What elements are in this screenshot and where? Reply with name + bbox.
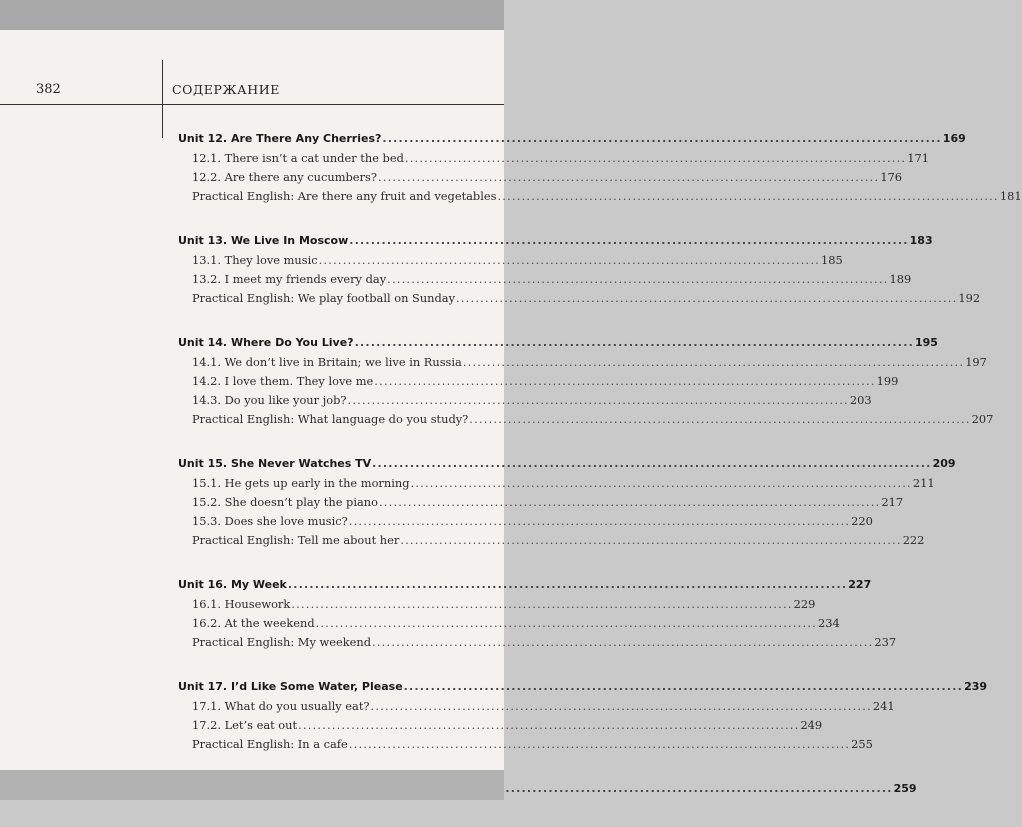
toc-entry[interactable]	[178, 718, 823, 737]
toc-unit-heading-page: 239	[964, 680, 988, 693]
toc-entry-page: 241	[872, 699, 895, 713]
toc-entry[interactable]	[178, 597, 816, 616]
toc-entry[interactable]	[178, 374, 899, 393]
toc-entry[interactable]	[178, 514, 873, 533]
toc-entry[interactable]	[178, 253, 843, 272]
dot-leader	[469, 412, 970, 426]
toc-entry-page: 176	[880, 170, 903, 184]
toc-entry-title: 13.1. They love music	[192, 253, 318, 267]
dot-leader	[371, 699, 872, 713]
toc-unit	[178, 234, 981, 310]
toc-unit-heading-page: 183	[909, 234, 933, 247]
book-page	[0, 30, 1022, 795]
toc-entry-title: 12.2. Are there any cucumbers?	[192, 170, 377, 184]
dot-leader	[349, 737, 850, 751]
toc-unit-heading-title: Unit 15. She Never Watches TV	[178, 457, 372, 470]
toc-unit-heading[interactable]	[178, 680, 988, 699]
toc-entry-page: 211	[912, 476, 935, 490]
toc-entry-page: 203	[849, 393, 872, 407]
toc-entry[interactable]	[178, 291, 981, 310]
toc-entry-title: 12.1. There isn’t a cat under the bed	[192, 151, 404, 165]
dot-leader	[298, 718, 799, 732]
toc-entry[interactable]	[178, 699, 895, 718]
toc-unit-heading[interactable]	[178, 234, 933, 253]
toc-entry[interactable]	[178, 189, 1022, 208]
dot-leader	[355, 336, 914, 349]
dot-leader	[379, 495, 880, 509]
toc-unit-heading-title: Unit 14. Where Do You Live?	[178, 336, 354, 349]
toc-entry-title: 13.2. I meet my friends every day	[192, 272, 387, 286]
toc-entry-title: Practical English: My weekend	[192, 635, 372, 649]
toc-entry[interactable]	[178, 355, 987, 374]
toc-entry-title: 16.2. At the weekend	[192, 616, 315, 630]
toc-entry[interactable]	[178, 412, 994, 431]
toc-entry[interactable]	[178, 533, 925, 552]
toc-entry-page: 189	[889, 272, 912, 286]
toc-unit-heading-page: 209	[932, 457, 956, 470]
toc-unit	[178, 578, 897, 654]
toc-entry-title: Practical English: What language do you study?	[192, 412, 469, 426]
toc-entry[interactable]	[178, 737, 873, 756]
dot-leader	[400, 533, 901, 547]
toc-entry-page: 237	[874, 635, 897, 649]
dot-leader	[378, 170, 879, 184]
page-number: 382	[36, 82, 61, 97]
toc-entry-title: Practical English: Are there any fruit and vegetables	[192, 189, 497, 203]
toc-entry-page: 171	[907, 151, 929, 165]
table-of-contents	[178, 132, 1022, 827]
toc-entry[interactable]	[178, 393, 872, 412]
dot-leader	[404, 680, 963, 693]
toc-unit-heading-title: Unit 12. Are There Any Cherries?	[178, 132, 382, 145]
dot-leader	[349, 234, 908, 247]
toc-entry-page: 192	[958, 291, 981, 305]
dot-leader	[387, 272, 888, 286]
toc-entry-page: 207	[971, 412, 994, 426]
toc-entry-title: Practical English: We play football on Sunday	[192, 291, 456, 305]
toc-entry[interactable]	[178, 495, 904, 514]
toc-entry[interactable]	[178, 616, 840, 635]
toc-entry-page: 217	[881, 495, 904, 509]
toc-unit	[178, 132, 1022, 208]
dot-leader	[316, 616, 817, 630]
toc-unit-heading[interactable]	[178, 578, 872, 597]
toc-unit-heading-page: 195	[914, 336, 938, 349]
toc-unit-heading[interactable]	[178, 457, 956, 476]
dot-leader	[405, 151, 906, 165]
toc-entry-page: 220	[851, 514, 873, 528]
toc-entry-page: 197	[965, 355, 987, 369]
toc-entry-page: 249	[800, 718, 823, 732]
toc-entry[interactable]	[178, 635, 897, 654]
dot-leader	[497, 189, 998, 203]
toc-entry-page: 199	[876, 374, 899, 388]
dot-leader	[411, 476, 912, 490]
dot-leader	[372, 635, 873, 649]
toc-unit-heading[interactable]	[178, 336, 938, 355]
toc-entry-title: 16.1. Housework	[192, 597, 291, 611]
dot-leader	[374, 374, 875, 388]
toc-entry-title: 14.2. I love them. They love me	[192, 374, 374, 388]
toc-entry[interactable]	[178, 476, 935, 495]
dot-leader	[291, 597, 792, 611]
dot-leader	[372, 457, 931, 470]
toc-entry-page: 255	[851, 737, 873, 751]
dot-leader	[288, 578, 847, 591]
toc-entry-page: 185	[821, 253, 843, 267]
toc-unit-heading-title: Unit 13. We Live In Moscow	[178, 234, 349, 247]
toc-unit-heading-title: Unit 16. My Week	[178, 578, 287, 591]
toc-entry-title: Practical English: In a cafe	[192, 737, 348, 751]
toc-entry-page: 181	[999, 189, 1022, 203]
toc-entry-title: Practical English: Tell me about her	[192, 533, 400, 547]
toc-entry[interactable]	[178, 272, 912, 291]
dot-leader	[319, 253, 820, 267]
toc-entry-title: 14.3. Do you like your job?	[192, 393, 347, 407]
toc-entry-title: 15.1. He gets up early in the morning	[192, 476, 410, 490]
dot-leader	[456, 291, 957, 305]
dot-leader	[349, 514, 850, 528]
toc-unit	[178, 680, 988, 756]
header-vertical-rule	[162, 60, 163, 138]
page-header	[0, 30, 504, 110]
toc-unit	[178, 457, 956, 552]
header-horizontal-rule	[0, 104, 504, 105]
toc-entry-title: 15.2. She doesn’t play the piano	[192, 495, 378, 509]
toc-entry[interactable]	[178, 170, 903, 189]
toc-unit-heading-title: Unit 17. I’d Like Some Water, Please	[178, 680, 403, 693]
toc-entry-page: 222	[902, 533, 925, 547]
dot-leader	[382, 132, 941, 145]
toc-unit-heading-page: 169	[942, 132, 966, 145]
toc-entry-title: 17.2. Let’s eat out	[192, 718, 298, 732]
dot-leader	[463, 355, 964, 369]
toc-entry[interactable]	[178, 151, 929, 170]
toc-entry-title: 15.3. Does she love music?	[192, 514, 348, 528]
toc-unit-heading[interactable]	[178, 132, 966, 151]
toc-unit-heading-page: 227	[848, 578, 872, 591]
toc-unit-heading-page: 259	[893, 782, 917, 795]
background-bottom	[0, 770, 504, 800]
toc-entry-page: 234	[817, 616, 840, 630]
toc-entry-page: 229	[793, 597, 816, 611]
toc-entry-title: 14.1. We don’t live in Britain; we live in Russia	[192, 355, 462, 369]
toc-entry-title: 17.1. What do you usually eat?	[192, 699, 370, 713]
dot-leader	[348, 393, 849, 407]
toc-unit	[178, 336, 994, 431]
section-title: СОДЕРЖАНИЕ	[172, 82, 280, 97]
